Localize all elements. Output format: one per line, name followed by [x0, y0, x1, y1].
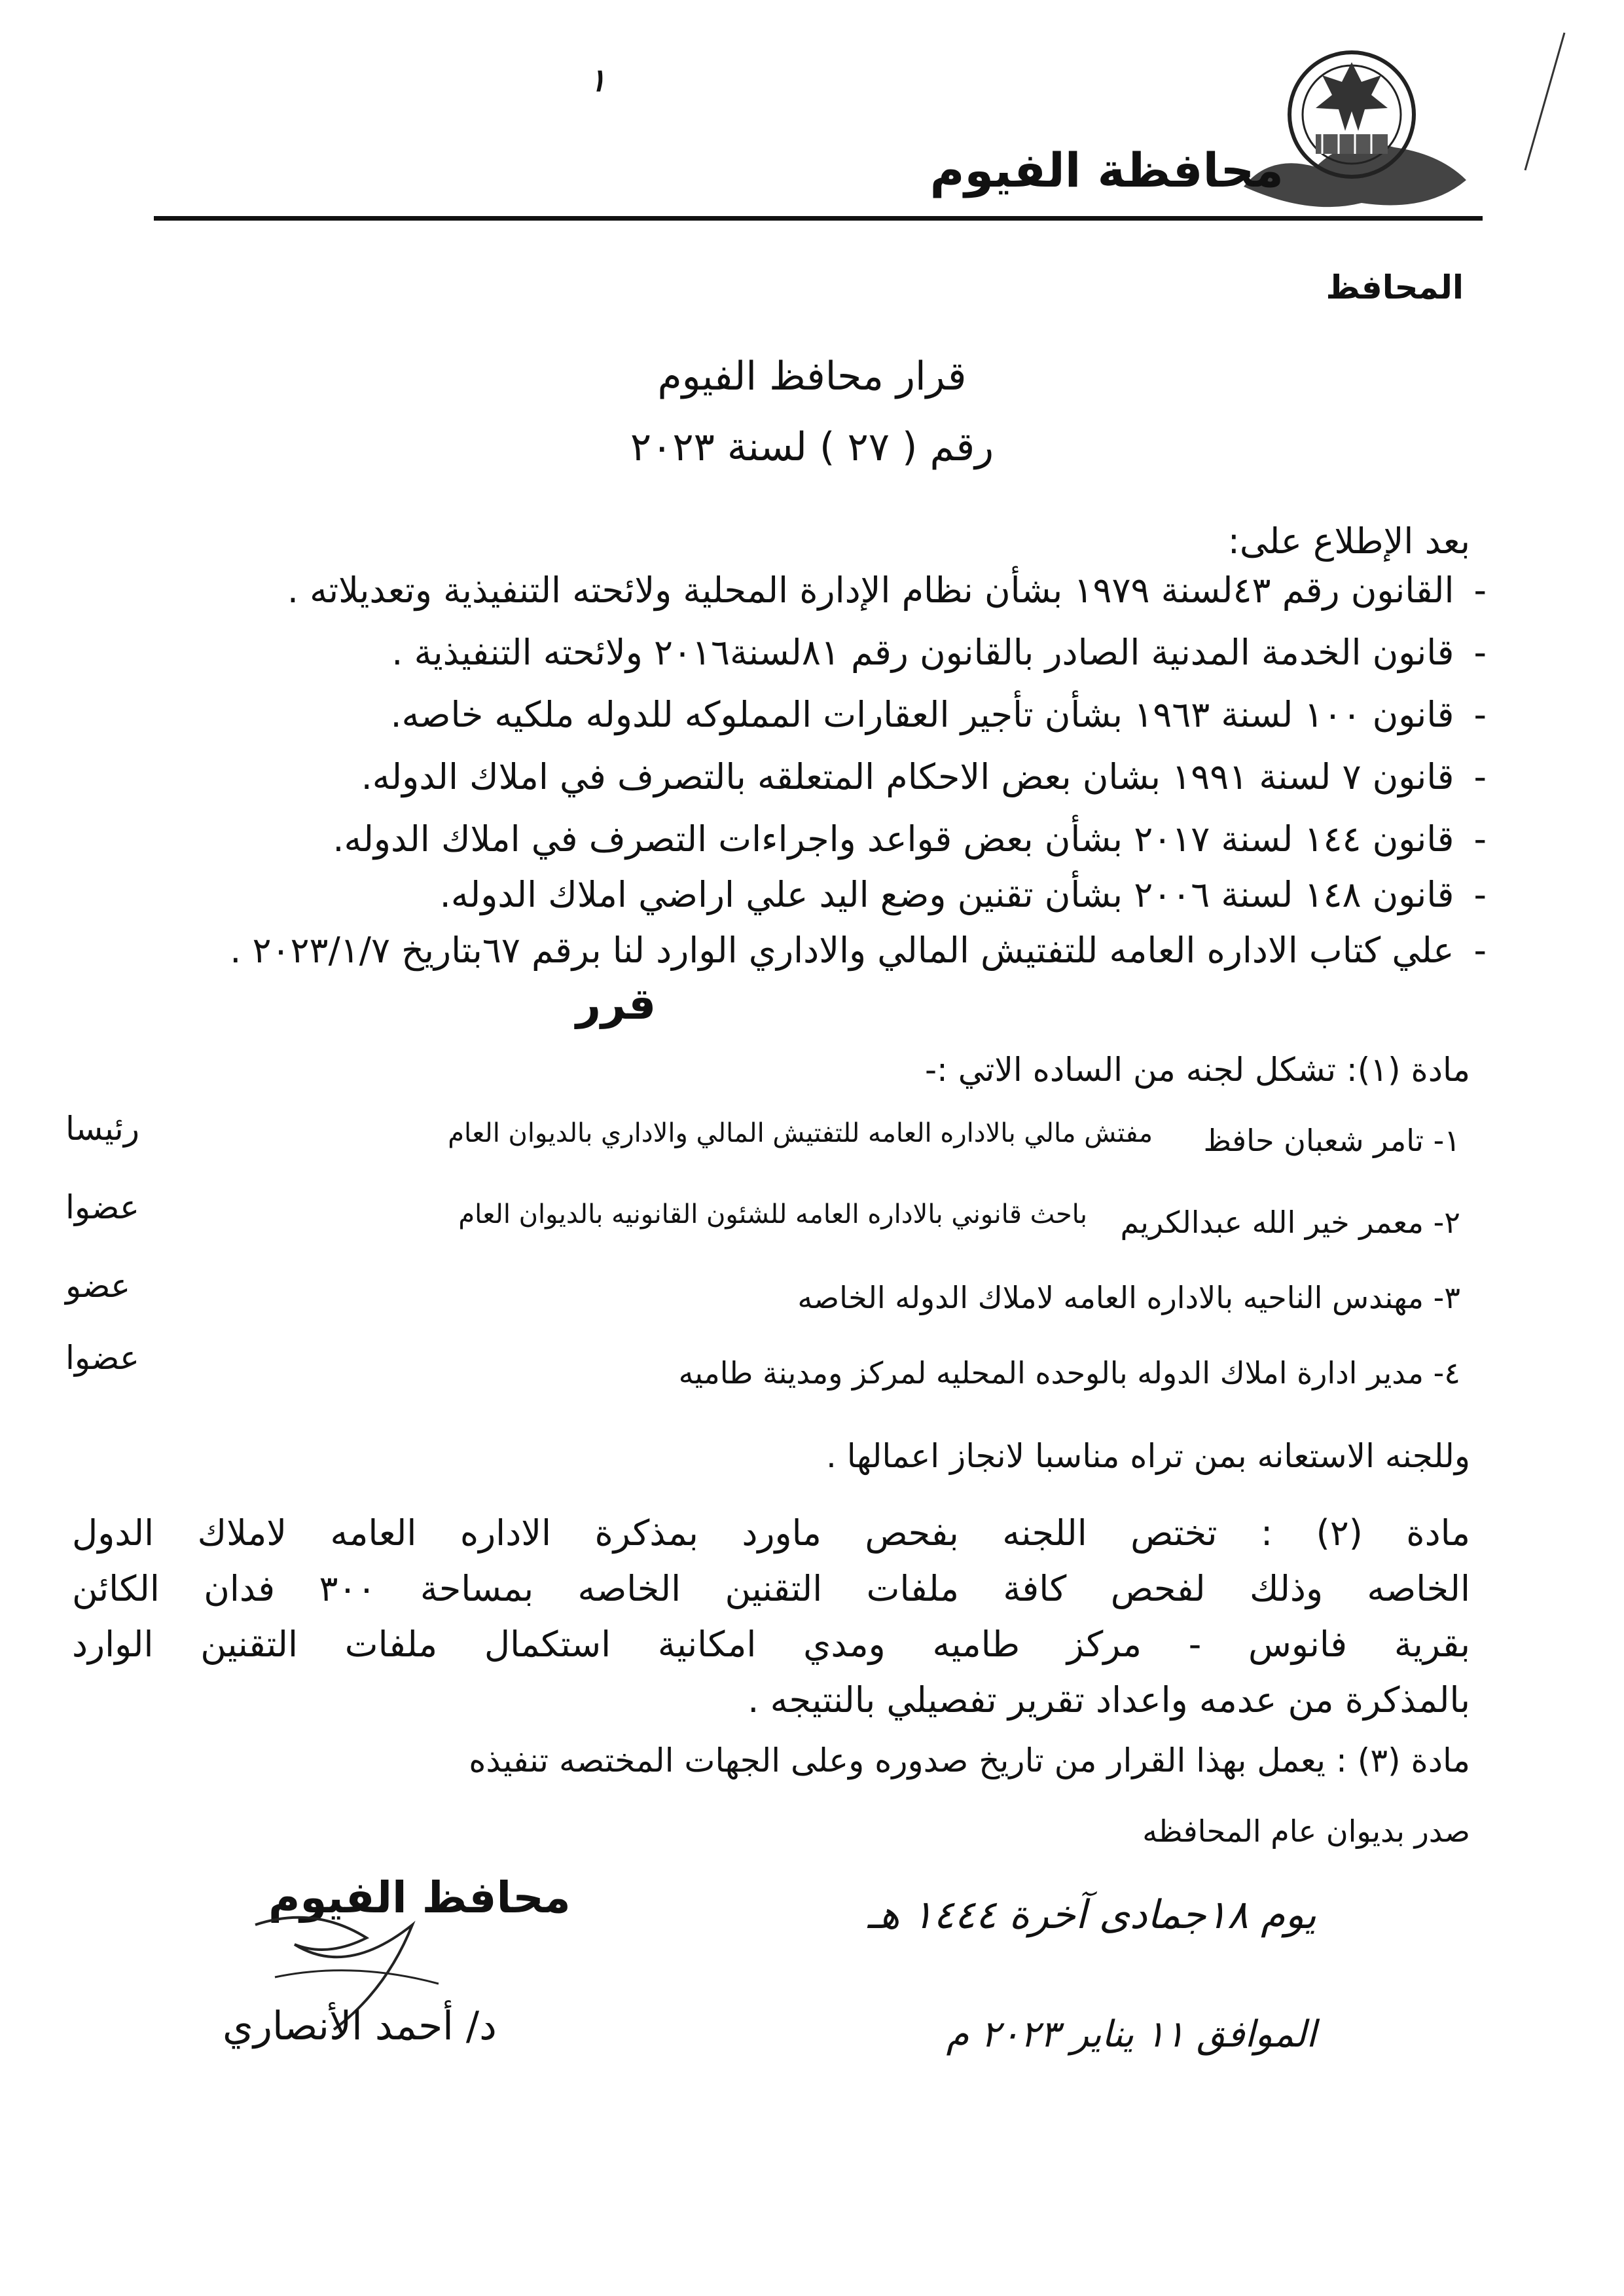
member-name: ٣- مهندس الناحيه بالاداره العامه لاملاك الدوله الخاصه — [797, 1280, 1460, 1315]
reference-item: -قانون ٧ لسنة ١٩٩١ بشان بعض الاحكام المتعلقه بالتصرف في املاك الدوله. — [361, 756, 1487, 797]
member-role: باحث قانوني بالاداره العامه للشئون القانونيه بالديوان العام — [458, 1199, 1087, 1230]
committee-help-note: وللجنه الاستعانه بمن تراه مناسبا لانجاز اعمالها . — [826, 1437, 1470, 1475]
article-2-line: بقرية فانوس - مركز طاميه ومدي امكانية استكمال ملفات التقنين الوارد — [72, 1624, 1470, 1665]
header-divider — [154, 216, 1483, 221]
bullet: - — [1473, 570, 1487, 611]
member-position: عضوا — [65, 1188, 139, 1226]
governor-label: المحافظ — [1326, 268, 1464, 306]
decision-title: قرار محافظ الفيوم — [657, 354, 967, 399]
member-name: ٢- معمر خير الله عبدالكريم — [1120, 1205, 1460, 1240]
issued-at: صدر بديوان عام المحافظه — [1142, 1813, 1470, 1849]
bullet: - — [1473, 818, 1487, 860]
bullet: - — [1473, 874, 1487, 915]
reference-item: -قانون ١٤٤ لسنة ٢٠١٧ بشأن بعض قواعد واجراءات التصرف في املاك الدوله. — [333, 818, 1487, 860]
article-3: مادة (٣) : يعمل بهذا القرار من تاريخ صدوره وعلى الجهات المختصه تنفيذه — [469, 1741, 1470, 1779]
intro-heading: بعد الإطلاع على: — [1227, 520, 1470, 562]
article-1: مادة (١): تشكل لجنه من الساده الاتي :- — [924, 1051, 1470, 1089]
pen-stroke-mark — [1499, 26, 1578, 177]
reference-item: -قانون الخدمة المدنية الصادر بالقانون رقم ٨١لسنة٢٠١٦ ولائحته التنفيذية . — [391, 632, 1487, 673]
reference-item: -القانون رقم ٤٣لسنة ١٩٧٩ بشأن نظام الإدارة المحلية ولائحته التنفيذية وتعديلاته . — [287, 570, 1487, 611]
bullet: - — [1473, 930, 1487, 971]
reference-item: -قانون ١٤٨ لسنة ٢٠٠٦ بشأن تقنين وضع اليد علي اراضي املاك الدوله. — [439, 874, 1487, 915]
member-name: ١- تامر شعبان حافظ — [1203, 1123, 1460, 1158]
decision-number: رقم ( ٢٧ ) لسنة ٢٠٢٣ — [630, 424, 994, 470]
member-role: مفتش مالي بالاداره العامه للتفتيش المالي والاداري بالديوان العام — [448, 1118, 1153, 1148]
member-name: ٤- مدير ادارة املاك الدوله بالوحده المحليه لمركز ومدينة طاميه — [678, 1355, 1460, 1391]
member-position: رئيسا — [65, 1110, 139, 1148]
member-position: عضوا — [65, 1339, 139, 1377]
signature-title: محافظ الفيوم — [268, 1872, 571, 1923]
member-position: عضو — [65, 1267, 131, 1305]
signature-name: د/ أحمد الأنصاري — [223, 2003, 497, 2049]
decision-heading: قرر — [576, 979, 657, 1029]
bullet: - — [1473, 756, 1487, 797]
governorate-title: محافظة الفيوم — [929, 143, 1284, 198]
bullet: - — [1473, 694, 1487, 735]
top-mark: ١ — [589, 62, 606, 99]
bullet: - — [1473, 632, 1487, 673]
article-2-line: مادة (٢) : تختص اللجنه بفحص ماورد بمذكرة الاداره العامه لاملاك الدول — [72, 1512, 1470, 1554]
date-hijri: يوم ١٨جمادى آخرة ١٤٤٤ هـ — [867, 1892, 1316, 1938]
reference-item: -علي كتاب الاداره العامه للتفتيش المالي والاداري الوارد لنا برقم ٦٧بتاريخ ٢٠٢٣/١/٧ . — [230, 930, 1487, 971]
article-2-line: الخاصه وذلك لفحص كافة ملفات التقنين الخاصه بمساحة ٣٠٠ فدان الكائن — [72, 1568, 1470, 1609]
reference-item: -قانون ١٠٠ لسنة ١٩٦٣ بشأن تأجير العقارات المملوكه للدوله ملكيه خاصه. — [390, 694, 1487, 735]
article-2-line: بالمذكرة من عدمه واعداد تقرير تفصيلي بالنتيجه . — [748, 1679, 1470, 1721]
date-gregorian: الموافق ١١ يناير ٢٠٢٣ م — [946, 2013, 1316, 2056]
